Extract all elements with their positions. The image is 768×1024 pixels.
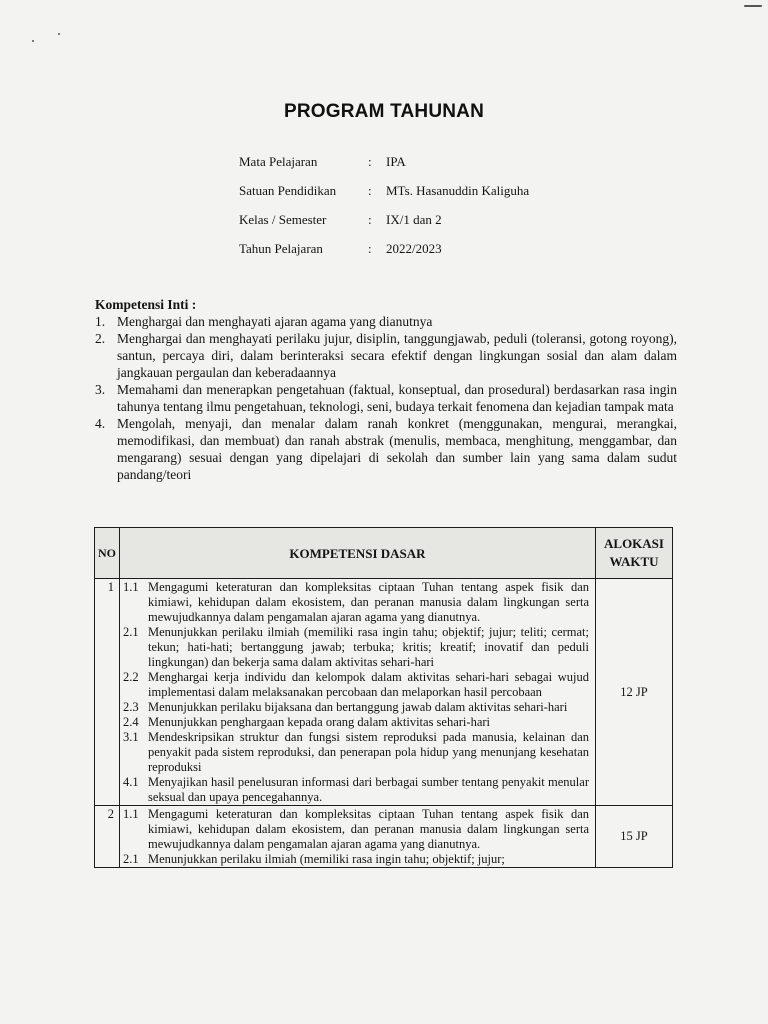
meta-value: IPA: [386, 154, 406, 169]
kd-item: [120, 730, 589, 775]
kompetensi-inti-section: [95, 296, 677, 483]
table-header-row: [95, 528, 673, 579]
scan-speck: [58, 33, 60, 35]
kd-code: 4.1: [123, 775, 139, 789]
meta-colon: :: [368, 154, 372, 169]
meta-value: 2022/2023: [386, 241, 442, 256]
header-alokasi-waktu: [596, 528, 673, 579]
kd-text: Menunjukkan penghargaan kepada orang dalam aktivitas sehari-hari: [148, 715, 491, 729]
list-item: [95, 330, 677, 381]
kd-code: 2.4: [123, 715, 139, 729]
row-alokasi-waktu: 15 JP: [596, 806, 673, 868]
meta-colon: :: [368, 241, 372, 256]
meta-value: MTs. Hasanuddin Kaliguha: [386, 183, 530, 198]
meta-colon: :: [368, 183, 372, 198]
scan-speck: [32, 40, 34, 42]
table-row: [95, 806, 673, 868]
row-alokasi-waktu: 12 JP: [596, 579, 673, 806]
list-text: Memahami dan menerapkan pengetahuan (faktual, konseptual, dan prosedural) berdasarkan rasa ingin tahunya tentang ilmu pengetahuan, teknologi, seni, budaya terkait fenomena dan kejadian tampak mata: [117, 382, 677, 414]
kd-item: [120, 715, 589, 730]
kd-text: Menghargai kerja individu dan kelompok dalam aktivitas sehari-hari sebagai wujud implementasi dalam melaksanakan percobaan dan melaporkan hasil percobaan: [148, 670, 589, 699]
kd-item: [120, 807, 589, 852]
kd-item: [120, 625, 589, 670]
kd-text: Menunjukkan perilaku ilmiah (memiliki rasa ingin tahu; objektif; jujur;: [148, 852, 505, 866]
meta-label: Kelas / Semester: [239, 212, 327, 227]
kompetensi-inti-heading: Kompetensi Inti :: [95, 297, 197, 312]
kd-code: 2.2: [123, 670, 139, 684]
kd-code: 2.1: [123, 852, 139, 866]
meta-label: Tahun Pelajaran: [239, 241, 323, 256]
kd-item: [120, 700, 589, 715]
kd-code: 1.1: [123, 580, 139, 594]
table-row: [95, 579, 673, 806]
row-number: 2: [95, 806, 120, 868]
header-no: NO: [95, 528, 120, 579]
list-item: [95, 415, 677, 483]
kd-item: [120, 580, 589, 625]
row-number: 1: [95, 579, 120, 806]
kd-code: 3.1: [123, 730, 139, 744]
meta-row-kelas-semester: [239, 212, 529, 241]
kd-code: 2.1: [123, 625, 139, 639]
list-text: Menghargai dan menghayati ajaran agama yang dianutnya: [117, 314, 433, 329]
kd-text: Mengagumi keteraturan dan kompleksitas ciptaan Tuhan tentang aspek fisik dan kimiawi, kehidupan dalam ekosistem, dan peranan manusia dalam lingkungan serta mewujudkannya dalam pengamalan ajaran agama yang dianutnya.: [148, 580, 589, 624]
kd-text: Menunjukkan perilaku ilmiah (memiliki rasa ingin tahu; objektif; jujur; teliti; cermat; tekun; hati-hati; bertanggung jawab; terbuka; kritis; kreatif; inovatif dan peduli lingkungan) dan bekerja sama dalam aktivitas sehari-hari: [148, 625, 589, 669]
scan-speck: [744, 5, 762, 7]
kd-item: [120, 852, 589, 867]
kompetensi-dasar-table: [94, 527, 673, 868]
kd-text: Mendeskripsikan struktur dan fungsi sistem reproduksi pada manusia, kelainan dan penyakit pada sistem reproduksi, dan penerapan pola hidup yang menunjang kesehatan reproduksi: [148, 730, 589, 774]
kd-code: 1.1: [123, 807, 139, 821]
meta-row-satuan-pendidikan: [239, 183, 529, 212]
meta-label: Satuan Pendidikan: [239, 183, 337, 198]
list-text: Mengolah, menyaji, dan menalar dalam ranah konkret (menggunakan, mengurai, merangkai, memodifikasi, dan membuat) dan ranah abstrak (menulis, membaca, menghitung, menggambar, dan mengarang) sesuai dengan yang dipelajari di sekolah dan sumber lain yang sama dalam sudut pandang/teori: [117, 416, 677, 482]
list-number: 4.: [95, 416, 106, 431]
kd-text: Menyajikan hasil penelusuran informasi dari berbagai sumber tentang penyakit menular seksual dan upaya pencegahannya.: [148, 775, 589, 804]
kd-item: [120, 775, 589, 805]
header-waktu-line: WAKTU: [609, 554, 659, 569]
list-number: 3.: [95, 382, 106, 397]
row-kd-items: [120, 806, 596, 868]
kd-text: Mengagumi keteraturan dan kompleksitas ciptaan Tuhan tentang aspek fisik dan kimiawi, kehidupan dalam ekosistem, dan peranan manusia dalam lingkungan serta mewujudkannya dalam pengamalan ajaran agama yang dianutnya.: [148, 807, 589, 851]
kompetensi-inti-list: [95, 313, 677, 483]
kd-item: [120, 670, 589, 700]
list-number: 2.: [95, 331, 106, 346]
header-kompetensi-dasar: KOMPETENSI DASAR: [120, 528, 596, 579]
page-title: PROGRAM TAHUNAN: [283, 101, 485, 122]
meta-row-mata-pelajaran: [239, 154, 529, 183]
meta-value: IX/1 dan 2: [386, 212, 442, 227]
list-item: [95, 313, 677, 330]
meta-row-tahun-pelajaran: [239, 241, 529, 270]
kd-text: Menunjukkan perilaku bijaksana dan bertanggung jawab dalam aktivitas sehari-hari: [148, 700, 568, 714]
document-meta: [239, 154, 529, 270]
kd-code: 2.3: [123, 700, 139, 714]
header-alokasi-line: ALOKASI: [604, 536, 664, 551]
row-kd-items: [120, 579, 596, 806]
meta-label: Mata Pelajaran: [239, 154, 318, 169]
list-number: 1.: [95, 314, 106, 329]
list-item: [95, 381, 677, 415]
list-text: Menghargai dan menghayati perilaku jujur, disiplin, tanggungjawab, peduli (toleransi, gotong royong), santun, percaya diri, dalam berinteraksi secara efektif dengan lingkungan sosial dan alam dalam jangkauan pergaulan dan keberadaannya: [117, 331, 677, 380]
meta-colon: :: [368, 212, 372, 227]
